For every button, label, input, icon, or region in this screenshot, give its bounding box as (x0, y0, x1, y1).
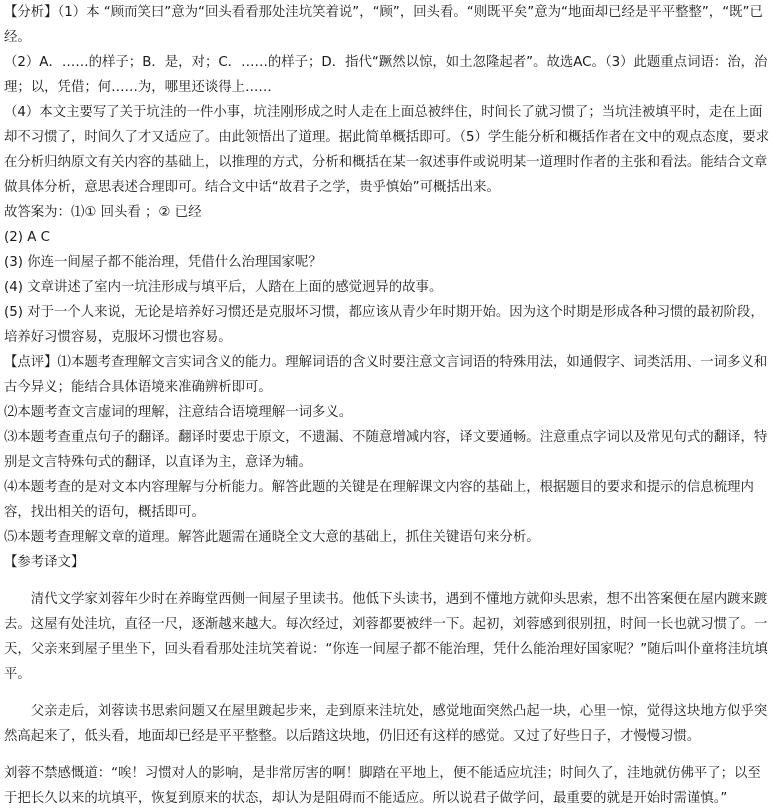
spacer (4, 687, 774, 699)
answer-line-4: (4) 文章讲述了室内一坑洼形成与填平后，人踏在上面的感觉迥异的故事。 (4, 280, 443, 295)
spacer (4, 575, 774, 587)
analysis-paragraph-3: （4）本文主要写了关于坑洼的一件小事，坑洼刚形成之时人走在上面总被绊住，时间长了就习惯了；当坑洼被填平时，走在上面却不习惯了，时间久了才又适应了。由此领悟出了道理。据此简单概括即可。（5）学生能分析和概括作者在文中的观点态度，要求在分析归纳原文有关内容的基础上，以推理的方式，分析和概括在某一叙述事件或说明某一道理时作者的主张和看法。能结合文章做具体分析，意思表述合理即可。结合文中话“故君子之学，贵乎慎始”可概括出来。 (4, 105, 770, 195)
analysis-paragraph-1: 【分析】（1）本 “顾而笑曰”意为“回头看看那处洼坑笑着说”，“顾”，回头看。“则既平矣”意为“地面却已经是平平整整”，“既”已经。 (4, 5, 763, 45)
analysis-paragraph-2: （2）A．……的样子；B．是，对；C．……的样子；D．指代“蹶然以惊，如土忽隆起者”。故选AC。（3）此题重点词语：治，治理；以，凭借；何……为，哪里还谈得上…… (4, 55, 768, 95)
translation-paragraph-1: 清代文学家刘蓉年少时在养晦堂西侧一间屋子里读书。他低下头读书，遇到不懂地方就仰头思索，想不出答案便在屋内踱来踱去。这屋有处洼坑，直径一尺，逐渐越来越大。每次经过，刘蓉都要被绊一下。起初，刘蓉感到很别扭，时间一长也就习惯了。一天，父亲来到屋子里坐下，回头看看那处洼坑笑着说：“你连一间屋子都不能治理，凭什么能治理好国家呢？”随后叫仆童将洼坑填平。 (4, 592, 768, 682)
comment-paragraph-5: ⑸本题考查理解文章的道理。解答此题需在通晓全文大意的基础上，抓住关键语句来分析。 (4, 530, 540, 545)
answer-line-3: (3) 你连一间屋子都不能治理，凭借什么治理国家呢？ (4, 255, 322, 270)
comment-paragraph-2: ⑵本题考查文言虚词的理解，注意结合语境理解一词多义。 (4, 405, 353, 420)
translation-heading: 【参考译文】 (4, 555, 85, 570)
answer-line-2: (2) A C (4, 230, 50, 245)
answer-line-5: (5) 对于一个人来说，无论是培养好习惯还是克服坏习惯，都应该从青少年时期开始。因为这个时期是形成各种习惯的最初阶段，培养好习惯容易，克服坏习惯也容易。 (4, 305, 764, 345)
watermark: ​ (325, 62, 335, 102)
comment-paragraph-1: 【点评】⑴本题考查理解文言实词含义的能力。理解词语的含义时要注意文言词语的特殊用法，如通假字、词类活用、一词多义和古今异义；能结合具体语境来准确辨析即可。 (4, 355, 768, 395)
comment-paragraph-4: ⑷本题考查的是对文本内容理解与分析能力。解答此题的关键是在理解课文内容的基础上，根据题目的要求和提示的信息梳理内容，找出相关的语句，概括即可。 (4, 480, 754, 520)
answer-line-1: 故答案为：⑴① 回头看 ；② 已经 (4, 205, 202, 220)
comment-paragraph-3: ⑶本题考查重点句子的翻译。翻译时要忠于原文，不遗漏、不随意增减内容，译文要通畅。注意重点字词以及常见句式的翻译，特别是文言特殊句式的翻译，以直译为主，意译为辅。 (4, 430, 768, 470)
translation-paragraph-2: 父亲走后，刘蓉读书思索问题又在屋里踱起步来，走到原来洼坑处，感觉地面突然凸起一块，心里一惊，觉得这块地方似乎突然高起来了，低头看，地面却已经是平平整整。以后踏这块地，仍旧还有这样的感觉。又过了好些日子，才慢慢习惯。 (4, 704, 768, 744)
spacer (4, 749, 774, 761)
translation-paragraph-3: 刘蓉不禁感慨道：“唉！习惯对人的影响，是非常厉害的啊！脚踏在平地上，便不能适应坑洼；时间久了，洼地就仿佛平了；以至于把长久以来的坑填平，恢复到原来的状态，却认为是阻碍而不能适应。所以说君子做学问，最重要的就是开始时需谨慎。” (4, 766, 761, 806)
